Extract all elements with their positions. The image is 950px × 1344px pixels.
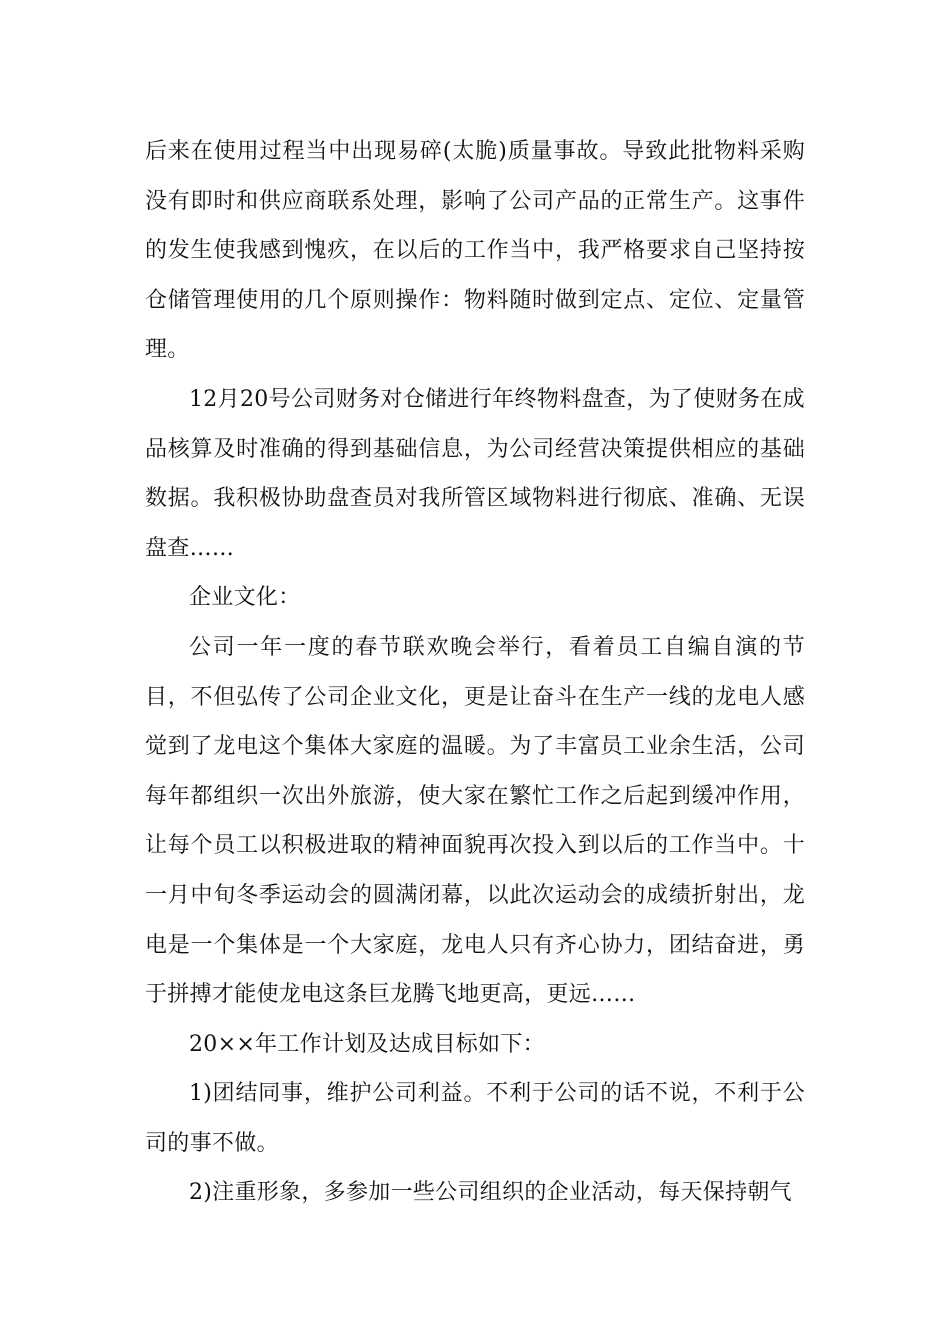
paragraph-plan-item-1: 1)团结同事，维护公司利益。不利于公司的话不说，不利于公司的事不做。 <box>145 1081 805 1156</box>
paragraph-plan-item-2: 2)注重形象，多参加一些公司组织的企业活动，每天保持朝气 <box>189 1180 792 1206</box>
paragraph-corporate-culture-heading: 企业文化： <box>189 585 301 611</box>
paragraph-work-plan-heading: 20××年工作计划及达成目标如下： <box>189 1031 545 1057</box>
paragraph-quality-incident: 后来在使用过程当中出现易碎(太脆)质量事故。导致此批物料采购没有即时和供应商联系处理，影响了公司产品的正常生产。这事件的发生使我感到愧疚，在以后的工作当中，我严格要求自己坚持按仓储管理使用的几个原则操作：物料随时做到定点、定位、定量管理。 <box>145 139 805 363</box>
paragraph-year-end-inventory: 12月20号公司财务对仓储进行年终物料盘查，为了使财务在成品核算及时准确的得到基础信息，为公司经营决策提供相应的基础数据。我积极协助盘查员对我所管区域物料进行彻底、准确、无误盘查…… <box>145 386 805 561</box>
paragraph-corporate-culture: 公司一年一度的春节联欢晚会举行，看着员工自编自演的节目，不但弘传了公司企业文化，更是让奋斗在生产一线的龙电人感觉到了龙电这个集体大家庭的温暖。为了丰富员工业余生活，公司每年都组织一次出外旅游，使大家在繁忙工作之后起到缓冲作用，让每个员工以积极进取的精神面貌再次投入到以后的工作当中。十一月中旬冬季运动会的圆满闭幕，以此次运动会的成绩折射出，龙电是一个集体是一个大家庭，龙电人只有齐心协力，团结奋进，勇于拼搏才能使龙电这条巨龙腾飞地更高，更远…… <box>145 634 805 1008</box>
document-body <box>145 127 805 1218</box>
